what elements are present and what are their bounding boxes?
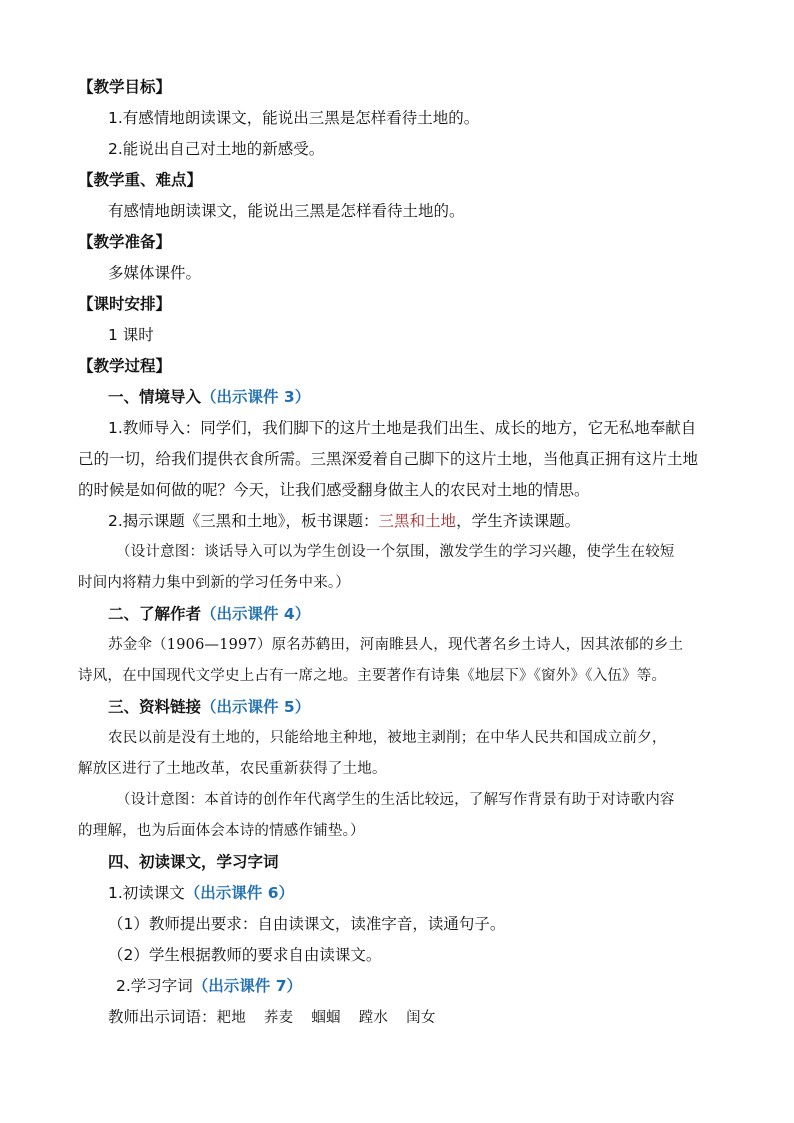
key-points-heading: 【教学重、难点】 bbox=[78, 171, 203, 189]
preparation-text: 多媒体课件。 bbox=[108, 264, 202, 282]
key-points-text: 有感情地朗读课文，能说出三黑是怎样看待土地的。 bbox=[108, 202, 465, 220]
vocab-word: 闺女 bbox=[406, 1010, 436, 1026]
process-heading: 【教学过程】 bbox=[78, 357, 172, 375]
part3-design-line2: 的理解，也为后面体会本诗的情感作铺垫。） bbox=[78, 823, 365, 839]
goal-2: 2.能说出自己对土地的新感受。 bbox=[108, 140, 325, 158]
part1-paragraph1-line3: 的时候是如何做的呢？今天，让我们感受翻身做主人的农民对土地的情思。 bbox=[78, 481, 590, 499]
part1-p2-prefix: 2.揭示课题《三黑和土地》，板书课题： bbox=[108, 512, 379, 530]
vocab-word: 蝈蝈 bbox=[311, 1010, 341, 1026]
part3-title: 三、资料链接 bbox=[108, 698, 202, 716]
part3-design-line1: （设计意图：本首诗的创作年代离学生的生活比较远，了解写作背景有助于对诗歌内容 bbox=[116, 792, 675, 808]
part3-line2: 解放区进行了土地改革，农民重新获得了土地。 bbox=[78, 761, 387, 777]
part3-cite: （出示课件 5） bbox=[201, 698, 311, 716]
part3-line1: 农民以前是没有土地的，只能给地主种地，被地主剥削；在中华人民共和国成立前夕， bbox=[108, 730, 667, 746]
part4-sub2-text: 2.学习字词 bbox=[116, 977, 193, 995]
part2-title: 二、了解作者 bbox=[108, 605, 202, 623]
vocab-word: 耙地 bbox=[216, 1010, 246, 1026]
part4-sub1-text: 1.初读课文 bbox=[108, 884, 185, 902]
goals-heading: 【教学目标】 bbox=[78, 78, 172, 96]
part1-paragraph2 bbox=[108, 510, 580, 532]
part1-design-line2: 时间内将精力集中到新的学习任务中来。） bbox=[78, 575, 351, 591]
part4-sub2 bbox=[116, 975, 302, 997]
vocab-word: 蹚水 bbox=[358, 1010, 389, 1026]
part4-title: 四、初读课文，学习字词 bbox=[108, 853, 279, 871]
part4-item1: （1）教师提出要求：自由读课文，读准字音，读通句子。 bbox=[108, 915, 506, 933]
goal-1: 1.有感情地朗读课文，能说出三黑是怎样看待土地的。 bbox=[108, 109, 480, 127]
part2-line2: 诗风，在中国现代文学史上占有一席之地。主要著作有诗集《地层下》《窗外》《入伍》等。 bbox=[78, 668, 667, 684]
schedule-text: 1 课时 bbox=[108, 326, 154, 344]
board-title: 三黑和土地 bbox=[378, 512, 457, 530]
preparation-heading: 【教学准备】 bbox=[78, 233, 172, 251]
part2-heading bbox=[108, 603, 310, 625]
part1-p2-suffix: ，学生齐读课题。 bbox=[456, 512, 581, 530]
part1-heading bbox=[108, 386, 310, 408]
part4-sub1 bbox=[108, 882, 294, 904]
part1-paragraph1-line2: 己的一切，给我们提供衣食所需。三黑深爱着自己脚下的这片土地，当他真正拥有这片土地 bbox=[78, 450, 699, 468]
part4-sub1-cite: （出示课件 6） bbox=[184, 884, 294, 902]
part2-cite: （出示课件 4） bbox=[201, 605, 311, 623]
schedule-heading: 【课时安排】 bbox=[78, 295, 172, 313]
part1-paragraph1-line1: 1.教师导入：同学们，我们脚下的这片土地是我们出生、成长的地方，它无私地奉献自 bbox=[108, 419, 697, 437]
vocab-line bbox=[108, 1006, 454, 1029]
part1-design-line1: （设计意图：谈话导入可以为学生创设一个氛围，激发学生的学习兴趣，使学生在较短 bbox=[116, 544, 675, 560]
part1-cite: （出示课件 3） bbox=[201, 388, 311, 406]
vocab-word: 荞麦 bbox=[263, 1010, 294, 1026]
part1-title: 一、情境导入 bbox=[108, 388, 202, 406]
part2-line1: 苏金伞（1906—1997）原名苏鹤田，河南睢县人，现代著名乡土诗人，因其浓郁的乡土 bbox=[108, 637, 684, 653]
part4-item2: （2）学生根据教师的要求自由读课文。 bbox=[108, 946, 382, 964]
part4-sub2-cite: （出示课件 7） bbox=[192, 977, 302, 995]
vocab-label: 教师出示词语： bbox=[108, 1008, 217, 1026]
part3-heading bbox=[108, 696, 310, 718]
